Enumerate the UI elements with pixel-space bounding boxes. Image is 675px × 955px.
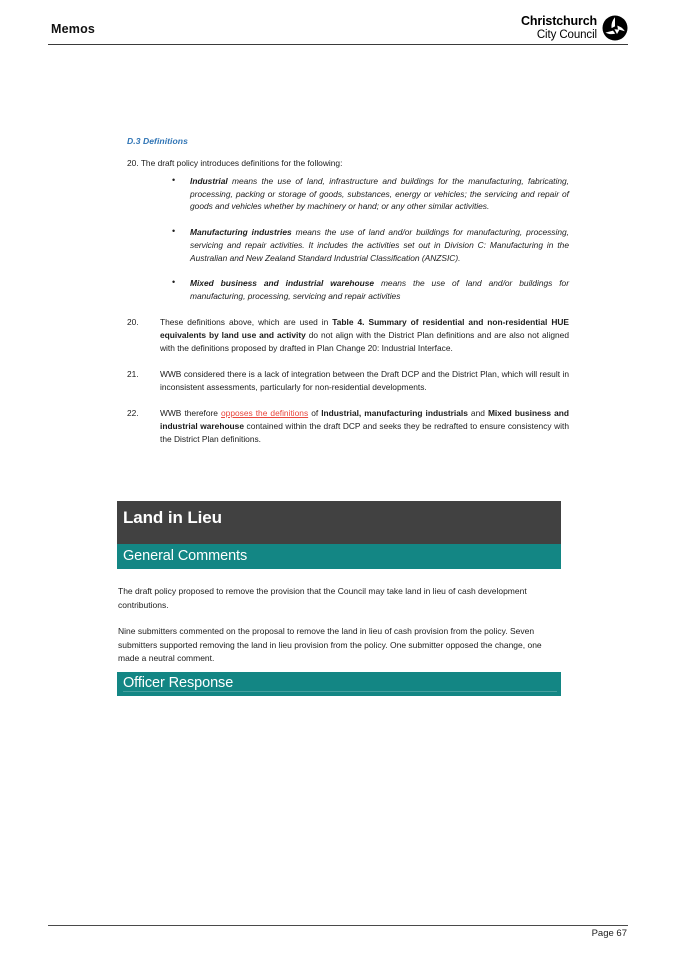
ccc-circle-logo-icon xyxy=(602,15,628,41)
definitions-bullet-list xyxy=(127,175,569,303)
paragraph-number: 22. xyxy=(127,407,139,418)
ccc-logo-text xyxy=(521,15,597,40)
ccc-logo xyxy=(521,15,628,41)
page-number: Page 67 xyxy=(591,928,627,939)
header-divider xyxy=(48,44,628,45)
list-item xyxy=(127,226,569,264)
general-comments-label: General Comments xyxy=(123,548,248,564)
paragraph-number: 21. xyxy=(127,368,139,379)
paragraph-text: These definitions above, which are used in xyxy=(160,316,333,327)
paragraph-text-bold: Industrial, manufacturing industrials xyxy=(321,407,468,418)
definition-term: Industrial xyxy=(190,175,228,186)
page-title: Memos xyxy=(51,22,96,36)
officer-response-label: Officer Response xyxy=(123,675,234,691)
list-item xyxy=(127,277,569,303)
officer-response-banner xyxy=(117,672,561,696)
numbered-paragraph-22 xyxy=(127,407,569,446)
land-in-lieu-title: Land in Lieu xyxy=(123,508,222,527)
land-in-lieu-banner xyxy=(117,501,561,544)
definition-text: means the use of land and/or buildings for manufacturing, processing, servicing and repair activities xyxy=(190,278,570,302)
general-comments-paragraph: The draft policy proposed to remove the provision that the Council may take land in lieu of cash development contributions. xyxy=(118,586,527,610)
lead-paragraph: 20. The draft policy introduces definitions for the following: xyxy=(127,158,343,168)
paragraph-text: of xyxy=(308,407,322,418)
general-comments-body xyxy=(118,585,562,679)
definition-text: means the use of land, infrastructure and buildings for the manufacturing, fabricating, processing, packing or storage of goods, substances, energy or vehicles; the servicing and repair of goods and vehicles whether by machinery or hand; or any other similar activities. xyxy=(190,175,569,212)
paragraph-text: WWB therefore xyxy=(160,407,222,418)
definition-term: Mixed business and industrial warehouse xyxy=(190,278,375,289)
banner-underline-accent xyxy=(123,691,557,692)
list-item xyxy=(127,175,569,213)
paragraph-text-bold: Mixed business and industrial warehouse xyxy=(160,407,569,431)
general-comments-paragraph: Nine submitters commented on the proposal to remove the land in lieu of cash provision from the policy. Seven submitters supported removing the land in lieu provision from the policy. One submitter opposed the change, one made a neutral comment. xyxy=(118,626,542,664)
page-header xyxy=(48,12,628,44)
definition-term: Manufacturing industries xyxy=(190,227,292,238)
land-in-lieu-section xyxy=(117,501,561,569)
paragraph-text-bold: Table 4. Summary of residential and non-residential HUE equivalents by land use and activity xyxy=(160,316,569,340)
section-heading-definitions: D.3 Definitions xyxy=(127,136,188,146)
definition-text: means the use of land and/or buildings for manufacturing, processing, servicing and repair activities. It includes the activities set out in Division C: Manufacturing in the Australian and New Zealand Standard Industrial Classification (ANZSIC). xyxy=(190,227,569,263)
paragraph-text: contained within the draft DCP and seeks they be redrafted to ensure consistency with the District Plan definitions. xyxy=(160,420,570,444)
ccc-logo-line2: City Council xyxy=(536,28,597,41)
paragraph-number: 20. xyxy=(127,316,139,327)
paragraph-text: WWB considered there is a lack of integration between the Draft DCP and the District Plan, which will result in inconsistent assessments, particularly for non-residential developments. xyxy=(160,368,569,392)
ccc-logo-line1: Christchurch xyxy=(521,14,597,29)
footer-divider xyxy=(48,925,628,926)
general-comments-banner xyxy=(117,544,561,569)
numbered-paragraph-20 xyxy=(127,316,569,355)
paragraph-text: and xyxy=(467,407,488,418)
numbered-paragraph-21 xyxy=(127,368,569,394)
opposes-the-definitions-highlight: opposes the definitions xyxy=(221,407,309,418)
document-body xyxy=(127,136,569,459)
paragraph-text: do not align with the District Plan definitions and are also not aligned with the definitions proposed by drafted in Plan Change 20: Industrial Interface. xyxy=(160,329,570,353)
